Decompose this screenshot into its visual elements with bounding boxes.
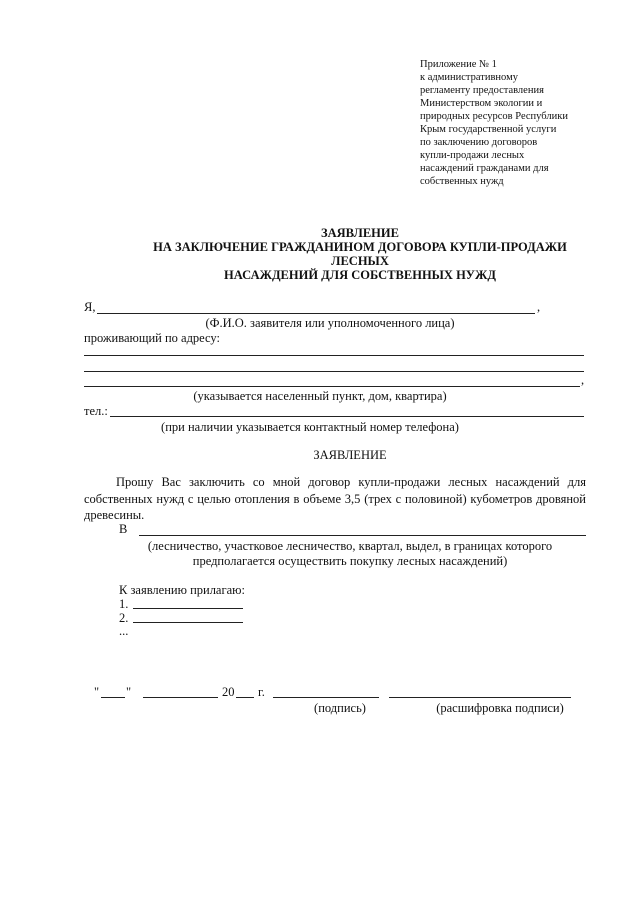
phone-hint: (при наличии указывается контактный номер телефона) <box>161 420 459 434</box>
applicant-comma: , <box>537 300 541 314</box>
title-line-4: НАСАЖДЕНИЙ ДЛЯ СОБСТВЕННЫХ НУЖД <box>224 268 496 282</box>
location-hint-2: предполагается осуществить покупку лесных насаждений) <box>192 554 508 568</box>
appendix-line: насаждений гражданами для <box>420 163 549 174</box>
signature-field[interactable] <box>273 697 379 698</box>
signature-decode-field[interactable] <box>389 697 571 698</box>
attachment-item-2-field[interactable] <box>133 622 243 623</box>
title-line-1: ЗАЯВЛЕНИЕ <box>321 226 399 240</box>
address-comma: , <box>581 373 585 387</box>
appendix-block <box>420 58 610 188</box>
date-month-field[interactable] <box>143 697 218 698</box>
appendix-line: по заключению договоров <box>420 137 538 148</box>
signature-decode-hint: (расшифровка подписи) <box>436 701 564 715</box>
date-quote-close: " <box>126 685 132 699</box>
address-hint: (указывается населенный пункт, дом, квартира) <box>193 389 447 403</box>
appendix-line: к административному <box>420 72 518 83</box>
signature-hint: (подпись) <box>314 701 366 715</box>
applicant-prefix: Я, <box>84 300 96 314</box>
appendix-line: Министерством экологии и <box>420 98 543 109</box>
attachment-more: ... <box>119 624 129 638</box>
residing-label: проживающий по адресу: <box>84 331 220 345</box>
date-year-field[interactable] <box>236 697 254 698</box>
date-year-suffix: г. <box>258 685 265 699</box>
address-field-1[interactable] <box>84 355 584 356</box>
attachment-item-1-number: 1. <box>119 597 129 611</box>
statement-heading: ЗАЯВЛЕНИЕ <box>313 448 387 462</box>
appendix-line: природных ресурсов Республики <box>420 111 568 122</box>
appendix-line: регламенту предоставления <box>420 85 544 96</box>
address-field-3[interactable] <box>84 386 580 387</box>
attachment-item-2-number: 2. <box>119 611 129 625</box>
address-field-2[interactable] <box>84 371 584 372</box>
date-year-prefix: 20 <box>222 685 235 699</box>
date-day-field[interactable] <box>101 697 125 698</box>
phone-field[interactable] <box>110 416 584 417</box>
location-hint-1: (лесничество, участковое лесничество, квартал, выдел, в границах которого <box>147 539 553 553</box>
statement-text: Прошу Вас заключить со мной договор купли-продажи лесных насаждений для собственных нужд с целью отопления в объеме 3,5 (трех с половиной) кубометров дровяной древесины. <box>84 475 586 522</box>
document-title <box>60 226 640 282</box>
applicant-name-field[interactable] <box>97 313 535 314</box>
appendix-line: собственных нужд <box>420 176 504 187</box>
location-field[interactable] <box>139 535 586 536</box>
title-line-3: ЛЕСНЫХ <box>331 254 389 268</box>
applicant-name-hint: (Ф.И.О. заявителя или уполномоченного лица) <box>205 316 455 330</box>
date-quote-open: " <box>94 685 100 699</box>
attachment-item-1-field[interactable] <box>133 608 243 609</box>
appendix-line: Приложение № 1 <box>420 59 497 70</box>
title-line-2: НА ЗАКЛЮЧЕНИЕ ГРАЖДАНИНОМ ДОГОВОРА КУПЛИ-ПРОДАЖИ <box>153 240 567 254</box>
appendix-line: Крым государственной услуги <box>420 124 557 135</box>
phone-label: тел.: <box>84 404 108 418</box>
attachments-heading: К заявлению прилагаю: <box>119 583 245 597</box>
appendix-line: купли-продажи лесных <box>420 150 525 161</box>
location-in-label: В <box>119 522 128 536</box>
